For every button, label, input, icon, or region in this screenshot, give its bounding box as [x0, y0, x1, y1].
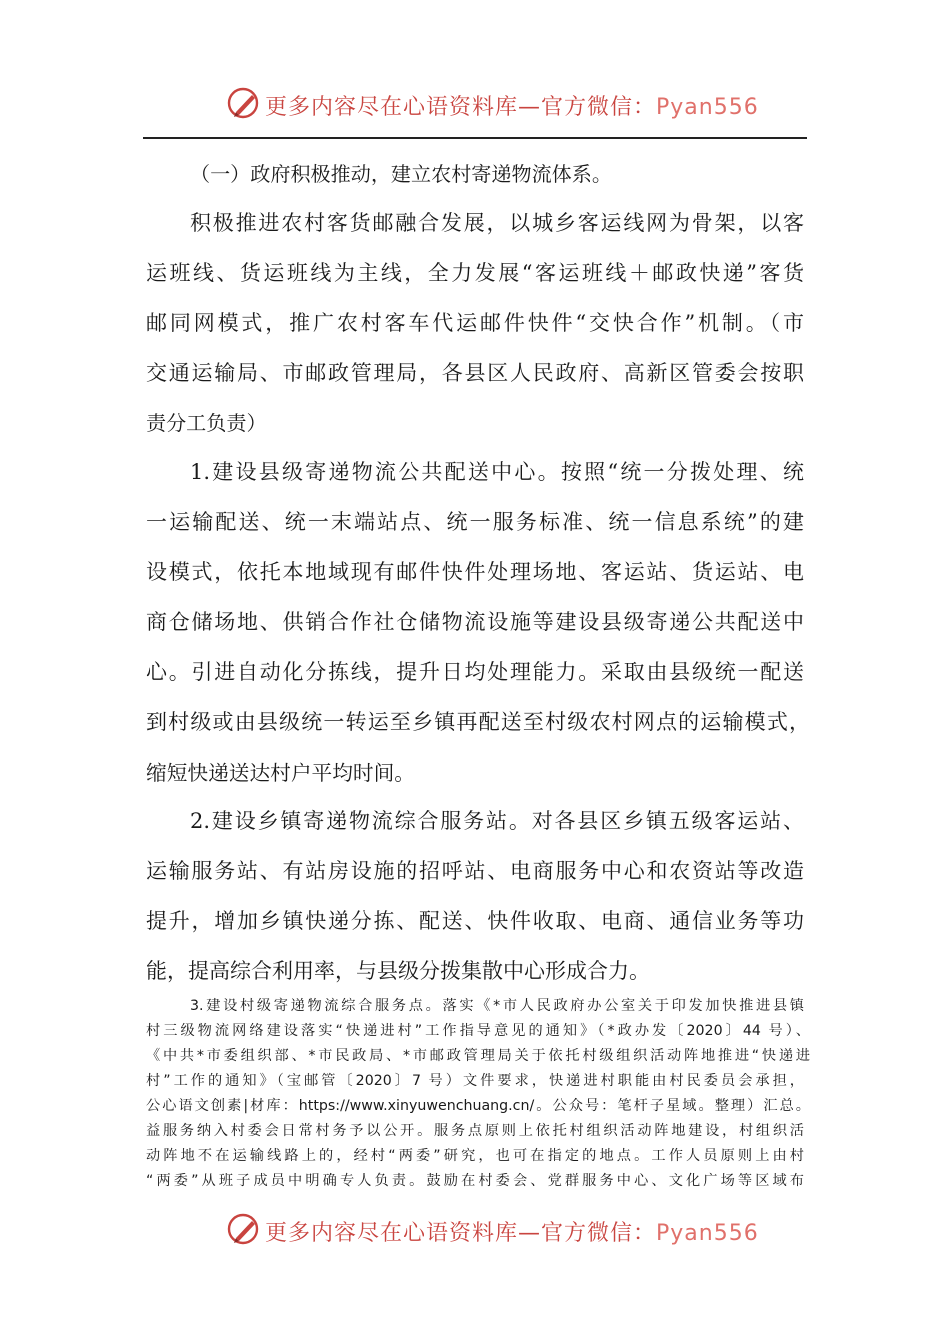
body-line: 商仓储场地、供销合作社仓储物流设施等建设县级寄递公共配送中 [146, 610, 804, 634]
pen-logo-icon [226, 1212, 262, 1248]
body-line: 缩短快递送达村户平均时间。 [146, 761, 415, 785]
body-line: （一）政府积极推动，建立农村寄递物流体系。 [190, 162, 612, 186]
top-watermark-banner [0, 86, 950, 136]
small-text-line: 益服务纳入村委会日常村务予以公开。服务点原则上依托村组织活动阵地建设，村组织活 [146, 1123, 804, 1139]
small-text-line: 3.建设村级寄递物流综合服务点。落实《*市人民政府办公室关于印发加快推进县镇 [190, 998, 804, 1014]
body-line: 一运输配送、统一末端站点、统一服务标准、统一信息系统”的建 [146, 510, 804, 534]
body-line: 到村级或由县级统一转运至乡镇再配送至村级农村网点的运输模式， [146, 710, 810, 734]
body-line: 运班线、货运班线为主线，全力发展“客运班线＋邮政快递”客货 [146, 261, 804, 285]
body-line: 提升，增加乡镇快递分拣、配送、快件收取、电商、通信业务等功 [146, 909, 804, 933]
body-line: 邮同网模式，推广农村客车代运邮件快件“交快合作”机制。（市 [146, 311, 804, 335]
small-text-line: 村三级物流网络建设落实“快递进村”工作指导意见的通知》（*政办发〔2020〕44 号）、 [146, 1023, 810, 1039]
bottom-watermark-banner [0, 1212, 950, 1262]
small-text-line: 村”工作的通知》（宝邮管〔2020〕7 号）文件要求，快递进村职能由村民委员会承担， [146, 1073, 804, 1089]
watermark-text: 更多内容尽在心语资料库—官方微信：Pyan556 [265, 1221, 759, 1246]
body-line: 责分工负责） [146, 411, 267, 435]
body-line: 积极推进农村客货邮融合发展，以城乡客运线网为骨架，以客 [190, 211, 804, 235]
pen-logo-icon [226, 86, 262, 122]
small-text-line: “两委”从班子成员中明确专人负责。鼓励在村委会、党群服务中心、文化广场等区域布 [146, 1173, 804, 1189]
small-text-line: 动阵地不在运输线路上的，经村“两委”研究，也可在指定的地点。工作人员原则上由村 [146, 1148, 804, 1164]
body-line: 能，提高综合利用率，与县级分拨集散中心形成合力。 [146, 959, 650, 983]
body-line: 2.建设乡镇寄递物流综合服务站。对各县区乡镇五级客运站、 [190, 809, 804, 833]
small-text-line: 《中共*市委组织部、*市民政局、*市邮政管理局关于依托村级组织活动阵地推进“快递进 [146, 1048, 810, 1064]
header-rule [143, 137, 807, 139]
body-line: 心。引进自动化分拣线，提升日均处理能力。采取由县级统一配送 [146, 660, 804, 684]
body-line: 1.建设县级寄递物流公共配送中心。按照“统一分拨处理、统 [190, 460, 804, 484]
watermark-text: 更多内容尽在心语资料库—官方微信：Pyan556 [265, 95, 759, 120]
body-line: 设模式，依托本地域现有邮件快件处理场地、客运站、货运站、电 [146, 560, 804, 584]
small-text-line: 公心语文创素|材库：https://www.xinyuwenchuang.cn/。公众号：笔杆子星域。整理）汇总。 [146, 1098, 810, 1114]
body-line: 交通运输局、市邮政管理局，各县区人民政府、高新区管委会按职 [146, 361, 804, 385]
body-line: 运输服务站、有站房设施的招呼站、电商服务中心和农资站等改造 [146, 859, 804, 883]
